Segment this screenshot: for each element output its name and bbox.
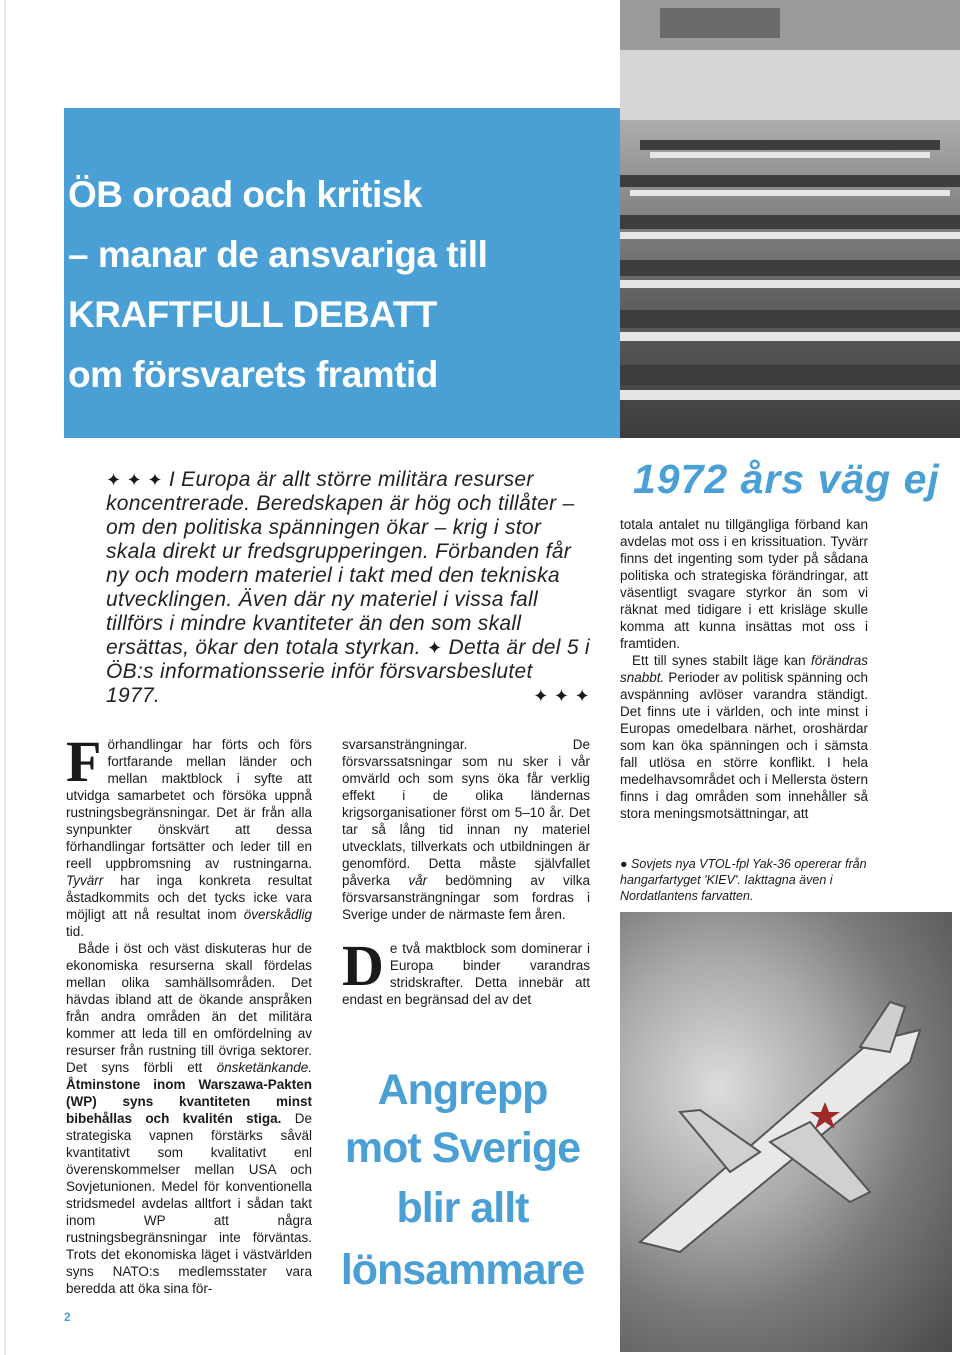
intro-text: I Europa är allt större militära resurser koncentrerade. Beredskapen är hög och tillåter – om den politiska spänningen ökar – krig i stor skala direkt ur fredsgrupperingen. Förbanden får ny och modern materiel i takt med den tekniska utvecklingen. Även där ny materiel i vissa fall tillförs i mindre kvantiteter än den som skall ersättas, ökar den totala styrkan. bbox=[106, 468, 575, 659]
col-mid-p1-end: bedömning av vilka försvarsansträngningar som fordras i Sverige under de närmaste fem åren. bbox=[342, 873, 590, 922]
dropcap-f: F bbox=[66, 729, 102, 794]
page-edge bbox=[4, 0, 6, 1355]
col-right-p2: Ett till synes stabilt läge kan bbox=[632, 653, 806, 668]
parliament-illustration bbox=[620, 0, 960, 438]
col-right-p2-italic: förändras snabbt. bbox=[620, 653, 868, 685]
col-left-italic-lead: Tyvärr bbox=[66, 873, 104, 888]
bullet-icon: ● bbox=[620, 857, 628, 871]
stars-close: ✦ ✦ ✦ bbox=[533, 686, 590, 706]
big-title-line-1: Angrepp bbox=[377, 1066, 548, 1114]
col-mid-p2: e två maktblock som dominerar i Europa binder varandras stridskrafter. Detta innebär att endast en begränsad del av det bbox=[342, 941, 590, 1007]
col-right-p2-end: Perioder av politisk spänning och avspänning avlöser varandra ständigt. Det finns ute i världen, och inte minst i Europas omedelbara närhet, oroshärdar som kan öka spänningen och i sämsta fall utlösa en större konflikt. I hela medelhavsområdet och i Mellersta östern finns i dag områden som innehåller så stora meningsmotsättningar, att bbox=[620, 670, 868, 821]
caption-text: Sovjets nya VTOL-fpl Yak-36 opererar från hangarfartyget 'KIEV'. Iakttagna även i Nordatlantens farvatten. bbox=[620, 857, 867, 903]
headline-line-3: KRAFTFULL DEBATT bbox=[68, 294, 437, 335]
headline-line-2: – manar de ansvariga till bbox=[68, 234, 488, 275]
dropcap-d: D bbox=[342, 933, 384, 998]
series-note: Detta är del 5 i ÖB:s informationsserie inför försvarsbeslutet 1977. bbox=[106, 636, 590, 707]
big-title-line-2: mot Sverige bbox=[344, 1124, 581, 1172]
col-left-p2-end: De strategiska vapnen förstärks såväl kvantitativt som kvalitativt enl överenskommelser mellan USA och Sovjetunionen. Medel för konventionella stridsmedel avdelas alltfort i sådan takt inom WP att några rustningsbegränsningar inte förväntas. Trots det ekonomiska läget i västvärlden syns NATO:s medlemsstater vara beredda att öka sina för- bbox=[66, 1111, 312, 1296]
col-left-p1-cont: har inga konkreta resultat åstadkommits och det tycks icke vara möjligt att nå resultat inom bbox=[66, 873, 312, 922]
column-left bbox=[66, 729, 312, 1297]
col-left-p1-end: tid. bbox=[66, 924, 85, 939]
headline-box bbox=[64, 108, 620, 438]
big-title-line-3: blir allt bbox=[396, 1184, 529, 1232]
headline-line-4: om försvarets framtid bbox=[68, 354, 438, 395]
col-left-italic-end: överskådlig bbox=[243, 907, 312, 922]
col-mid-p1-italic: vår bbox=[408, 873, 428, 888]
col-left-p2: Både i öst och väst diskuteras hur de ekonomiska resurserna skall fördelas mellan olika samhällsområden. Det hävdas ibland att de ökande anspråken från andra områden än det militära kommer att leda till en omfördelning av resurser från rustning till övriga sektorer. Det syns förbli ett bbox=[66, 941, 312, 1075]
parliament-photo bbox=[620, 0, 960, 438]
stars-open: ✦ ✦ ✦ bbox=[106, 470, 163, 490]
photo-caption bbox=[620, 856, 870, 904]
column-mid-second bbox=[342, 933, 590, 1008]
column-right bbox=[620, 516, 868, 822]
col-mid-p1: svarsansträngningar. De försvarssatsningar som nu sker i vår omvärld och som syns öka får verklig effekt i de olika ländernas krigsorganisationer först om 5–10 år. Det tar så lång tid innan ny materiel utvecklats, tillverkats och utbildningen är genomförd. Detta måste självfallet påverka bbox=[342, 737, 590, 888]
jet-illustration bbox=[620, 912, 952, 1352]
col-right-p1: totala antalet nu tillgängliga förband kan avdelas mot oss i en krissituation. Tyvärr finns det ingenting som tyder på sådana politiska och strategiska förändringar, att väsentligt svagare styrkor än som vi räknat med tidigare i ett krisläge skulle komma att kunna insättas mot oss i framtiden. bbox=[620, 517, 868, 651]
headline-line-1: ÖB oroad och kritisk bbox=[68, 174, 422, 215]
star-mid: ✦ bbox=[427, 638, 443, 658]
col-left-p1: örhandlingar har förts och förs fortfarande mellan länder och mellan maktblock i syfte att utvidga samarbetet och försöka uppnå rustningsbegränsningar. Det är från alla synpunkter önskvärt att dessa förhandlingar fortsätter och leder till en reell uppbromsning av rustningarna. bbox=[66, 737, 312, 871]
jet-photo bbox=[620, 912, 952, 1352]
col-left-p2-italic: önsketänkande. bbox=[216, 1060, 312, 1075]
section-title-1972: 1972 års väg ej bbox=[633, 456, 940, 502]
big-title-line-4: lönsammare bbox=[340, 1246, 585, 1294]
page-number: 2 bbox=[64, 1310, 71, 1324]
intro-block bbox=[106, 468, 590, 708]
col-left-p2-bold: Åtminstone inom Warszawa-Pakten (WP) syns kvantiteten minst bibehållas och kvalitén stiga. bbox=[66, 1077, 312, 1126]
column-mid bbox=[342, 736, 590, 923]
